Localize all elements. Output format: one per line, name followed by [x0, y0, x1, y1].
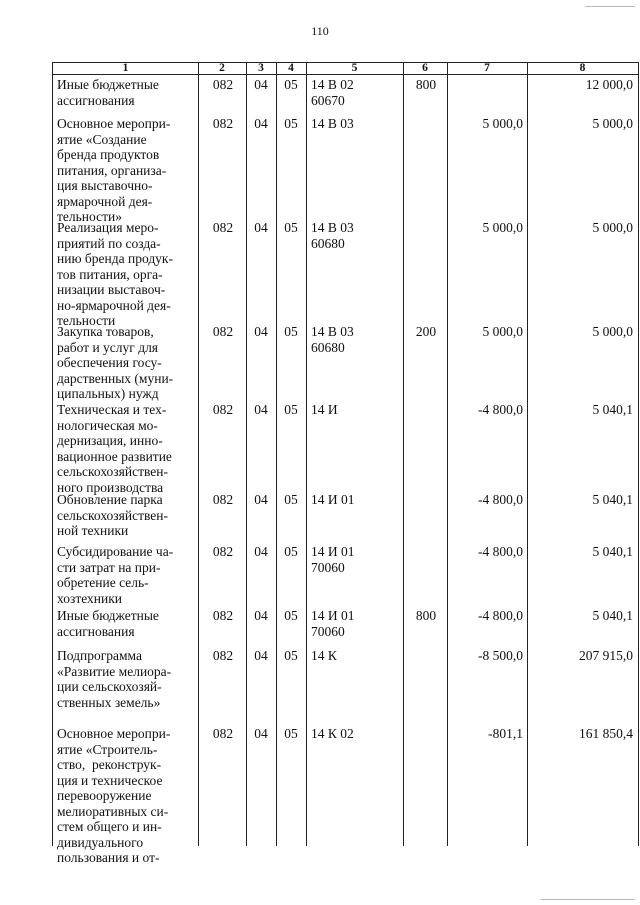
section-code: 04 [254, 726, 268, 741]
section-code: 04 [254, 324, 268, 339]
change-amount: 5 000,0 [482, 116, 523, 131]
section-code: 04 [254, 402, 268, 417]
row-name: Техническая и тех- нологическая мо- дернизация, инно- вационное развитие сельскохозяйствен- ного производства [57, 402, 172, 495]
target-article-code: 14 В 03 [311, 116, 354, 131]
column-divider [403, 62, 404, 846]
change-amount: -4 800,0 [478, 402, 523, 417]
expense-type-code: 800 [415, 77, 437, 92]
section-code: 04 [254, 608, 268, 623]
row-name: Закупка товаров, работ и услуг для обеспечения госу- дарственных (муни- ципальных) нужд [57, 324, 174, 401]
subsection-code: 05 [284, 492, 298, 507]
column-header: 7 [484, 62, 490, 74]
row-name: Основное меропри- ятие «Создание бренда продуктов питания, организа- ция выставочно- ярмарочной дея- тельности» [57, 116, 171, 224]
column-header: 4 [288, 62, 294, 74]
subsection-code: 05 [284, 220, 298, 235]
total-amount: 5 040,1 [592, 608, 633, 623]
column-header: 6 [422, 62, 428, 74]
column-divider [276, 62, 277, 846]
subsection-code: 05 [284, 402, 298, 417]
column-header: 3 [258, 62, 264, 74]
row-name: Субсидирование ча- сти затрат на при- обретение сель- хозтехники [57, 544, 174, 606]
section-code: 04 [254, 116, 268, 131]
row-name: Основное меропри- ятие «Строитель- ство, реконструк- ция и техническое перевооружение мелиоративных си- стем общего и ин- дивидуального пользования и от- [57, 726, 171, 865]
change-amount: -4 800,0 [478, 544, 523, 559]
header-bottom-border [53, 74, 638, 75]
subsection-code: 05 [284, 116, 298, 131]
total-amount: 161 850,4 [579, 726, 633, 741]
page-number: 110 [311, 24, 329, 38]
row-name: Подпрограмма «Развитие мелиора- ции сельскохозяй- ственных земель» [57, 648, 172, 710]
scan-mark [585, 6, 635, 7]
column-header: 8 [579, 62, 586, 74]
target-article-code: 14 В 03 60680 [311, 220, 354, 251]
column-header: 2 [219, 62, 225, 74]
expense-type-code: 200 [415, 324, 437, 339]
column-divider [198, 62, 199, 846]
expense-type-code: 800 [415, 608, 437, 623]
ministry-code: 082 [212, 544, 234, 559]
ministry-code: 082 [212, 648, 234, 663]
target-article-code: 14 И [311, 402, 338, 417]
change-amount: -8 500,0 [478, 648, 523, 663]
ministry-code: 082 [212, 608, 234, 623]
total-amount: 207 915,0 [579, 648, 633, 663]
total-amount: 5 040,1 [592, 544, 633, 559]
column-divider [246, 62, 247, 846]
target-article-code: 14 И 01 70060 [311, 544, 355, 575]
column-divider [527, 62, 528, 846]
target-article-code: 14 В 03 60680 [311, 324, 354, 355]
change-amount: -4 800,0 [478, 608, 523, 623]
ministry-code: 082 [212, 220, 234, 235]
subsection-code: 05 [284, 648, 298, 663]
scan-mark [540, 899, 635, 900]
column-divider [306, 62, 307, 846]
row-name: Иные бюджетные ассигнования [57, 608, 159, 639]
ministry-code: 082 [212, 116, 234, 131]
column-header: 1 [122, 62, 129, 74]
change-amount: -801,1 [488, 726, 523, 741]
total-amount: 5 040,1 [592, 402, 633, 417]
change-amount: -4 800,0 [478, 492, 523, 507]
ministry-code: 082 [212, 726, 234, 741]
total-amount: 12 000,0 [585, 77, 633, 92]
section-code: 04 [254, 544, 268, 559]
target-article-code: 14 В 02 60670 [311, 77, 354, 108]
ministry-code: 082 [212, 402, 234, 417]
subsection-code: 05 [284, 324, 298, 339]
row-name: Обновление парка сельскохозяйствен- ной техники [57, 492, 168, 538]
subsection-code: 05 [284, 77, 298, 92]
target-article-code: 14 И 01 [311, 492, 355, 507]
total-amount: 5 000,0 [592, 220, 633, 235]
row-name: Иные бюджетные ассигнования [57, 77, 159, 108]
subsection-code: 05 [284, 544, 298, 559]
change-amount: 5 000,0 [482, 220, 523, 235]
target-article-code: 14 И 01 70060 [311, 608, 355, 639]
ministry-code: 082 [212, 324, 234, 339]
target-article-code: 14 К [311, 648, 337, 663]
section-code: 04 [254, 77, 268, 92]
target-article-code: 14 К 02 [311, 726, 354, 741]
section-code: 04 [254, 492, 268, 507]
budget-table [52, 62, 639, 865]
total-amount: 5 000,0 [592, 116, 633, 131]
column-header: 5 [351, 62, 358, 74]
row-name: Реализация меро- приятий по созда- нию бренда продук- тов питания, орга- низации выставоч- но-ярмарочной дея- тельности [57, 220, 173, 328]
ministry-code: 082 [212, 77, 234, 92]
ministry-code: 082 [212, 492, 234, 507]
total-amount: 5 000,0 [592, 324, 633, 339]
subsection-code: 05 [284, 608, 298, 623]
section-code: 04 [254, 648, 268, 663]
change-amount: 5 000,0 [482, 324, 523, 339]
total-amount: 5 040,1 [592, 492, 633, 507]
subsection-code: 05 [284, 726, 298, 741]
section-code: 04 [254, 220, 268, 235]
